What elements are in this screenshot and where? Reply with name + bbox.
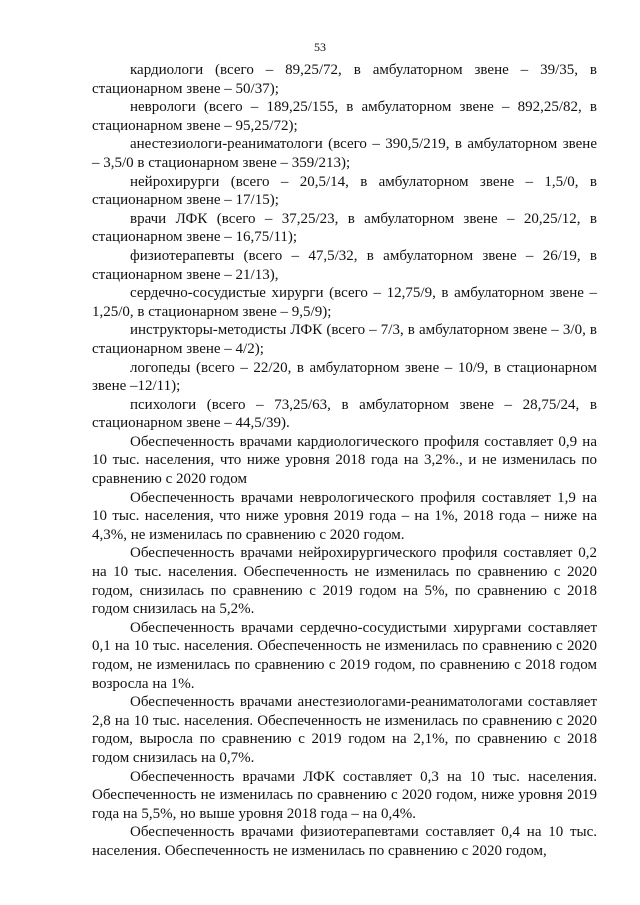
list-item-cardiovascular-surgeons: сердечно-сосудистые хирурги (всего – 12,75/9, в амбулаторном звене – 1,25/0, в стационарном звене – 9,5/9);	[92, 285, 597, 320]
paragraph-lfk-coverage: Обеспеченность врачами ЛФК составляет 0,3 на 10 тыс. населения. Обеспеченность не изменилась по сравнению с 2020 годом, ниже уровня 2019 года на 5,5%, но выше уровня 2018 года – на 0,4%.	[92, 768, 597, 822]
list-item-neurosurgeons: нейрохирурги (всего – 20,5/14, в амбулаторном звене – 1,5/0, в стационарном звене – 17/15);	[92, 173, 597, 209]
list-item-psychologists: психологи (всего – 73,25/63, в амбулаторном звене – 28,75/24, в стационарном звене – 44,5/39).	[92, 396, 597, 432]
list-item-neurologists: неврологи (всего – 189,25/155, в амбулаторном звене – 892,25/82, в стационарном звене – 95,25/72);	[92, 99, 597, 134]
list-item-anesthesiologists: анестезиологи-реаниматологи (всего – 390,5/219, в амбулаторном звене – 3,5/0 в стационарном звене – 359/213);	[92, 136, 597, 171]
list-item-lfk-doctors: врачи ЛФК (всего – 37,25/23, в амбулаторном звене – 20,25/12, в стационарном звене – 16,75/11);	[92, 210, 597, 246]
paragraph-cardiology-coverage: Обеспеченность врачами кардиологического профиля составляет 0,9 на 10 тыс. населения, что ниже уровня 2018 года на 3,2%., и не изменилась по сравнению с 2020 годом	[92, 433, 597, 488]
page-number: 53	[314, 40, 326, 54]
paragraph-physiotherapy-coverage: Обеспеченность врачами физиотерапевтами составляет 0,4 на 10 тыс. населения. Обеспеченность не изменилась по сравнению с 2020 годом,	[92, 824, 597, 859]
paragraph-neurosurgery-coverage: Обеспеченность врачами нейрохирургического профиля составляет 0,2 на 10 тыс. населения. Обеспеченность не изменилась по сравнению с 2020 годом, снизилась по сравнению с 2019 годом на 5%, по сравнению с 2018 годом снизилась на 5,2%.	[92, 545, 597, 618]
paragraph-anesthesiology-coverage: Обеспеченность врачами анестезиологами-реаниматологами составляет 2,8 на 10 тыс. населения. Обеспеченность не изменилась по сравнению с 2020 годом, выросла по сравнению с 2019 годом на 2,1%, по сравнению с 2018 годом снизилась на 0,7%.	[92, 694, 597, 766]
list-item-speech-therapists: логопеды (всего – 22/20, в амбулаторном звене – 10/9, в стационарном звене –12/11);	[92, 359, 597, 395]
paragraph-cardiovascular-coverage: Обеспеченность врачами сердечно-сосудистыми хирургами составляет 0,1 на 10 тыс. населения. Обеспеченность не изменилась по сравнению с 2020 годом, не изменилась по сравнению с 2019 годом, по сравнению с 2018 годом возросла на 1%.	[92, 619, 597, 692]
document-body	[92, 61, 597, 861]
list-item-lfk-instructors: инструкторы-методисты ЛФК (всего – 7/3, в амбулаторном звене – 3/0, в стационарном звене – 4/2);	[92, 322, 597, 357]
paragraph-neurology-coverage: Обеспеченность врачами неврологического профиля составляет 1,9 на 10 тыс. населения, что ниже уровня 2019 года – на 1%, 2018 года – ниже на 4,3%, не изменилась по сравнению с 2020 годом.	[92, 489, 597, 543]
list-item-physiotherapists: физиотерапевты (всего – 47,5/32, в амбулаторном звене – 26/19, в стационарном звене – 21/13),	[92, 247, 597, 283]
list-item-cardiologists: кардиологи (всего – 89,25/72, в амбулаторном звене – 39/35, в стационарном звене – 50/37);	[92, 62, 597, 97]
